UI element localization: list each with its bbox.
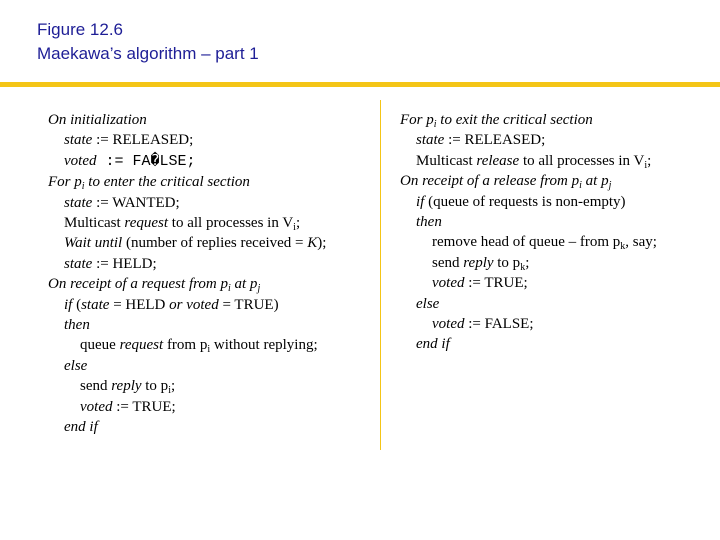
code-line: end if <box>64 419 98 436</box>
code-line: state := RELEASED; <box>416 132 546 149</box>
code-line: voted := FA�LSE; <box>64 152 196 170</box>
code-line: queue request from $p_i$ without replying; <box>80 337 318 356</box>
left-pseudocode <box>48 110 368 438</box>
code-line: else <box>416 295 440 312</box>
column-divider <box>380 100 381 450</box>
code-line: then <box>416 214 442 231</box>
code-line: For $p_i$ to exit the critical section <box>400 112 593 130</box>
code-line: For $p_i$ to enter the critical section <box>48 174 250 193</box>
code-line: end if <box>416 336 450 353</box>
figure-label: Figure 12.6 <box>37 20 123 39</box>
code-line: remove head of queue – from $p_k$, say; <box>432 234 657 253</box>
figure-caption: Maekawa’s algorithm – part 1 <box>37 44 259 63</box>
right-pseudocode <box>400 110 715 355</box>
code-line: state := WANTED; <box>64 194 180 211</box>
code-line: if (state = HELD or voted = TRUE) <box>64 296 279 313</box>
code-line: On initialization <box>48 112 147 128</box>
code-line: then <box>64 317 90 334</box>
code-line: send reply to $p_i$; <box>80 378 176 397</box>
code-line: Wait until (number of replies received = K); <box>64 235 327 252</box>
code-line: if (queue of requests is non-empty) <box>416 193 626 210</box>
code-line: send reply to $p_k$; <box>432 254 530 273</box>
code-line: voted := FALSE; <box>432 316 534 333</box>
code-line: else <box>64 357 88 374</box>
code-line: voted := TRUE; <box>432 275 528 292</box>
header-rule <box>0 82 720 87</box>
code-line: Multicast release to all processes in $V_i$; <box>416 152 652 171</box>
code-line: On receipt of a request from $p_i$ at $p_j$ <box>48 276 261 295</box>
figure-title <box>37 18 259 66</box>
code-line: voted := TRUE; <box>80 398 176 415</box>
code-line: On receipt of a release from $p_i$ at $p_j$ <box>400 173 612 192</box>
code-line: state := RELEASED; <box>64 132 194 149</box>
code-line: Multicast request to all processes in $V_i$; <box>64 215 301 234</box>
code-line: state := HELD; <box>64 255 157 272</box>
